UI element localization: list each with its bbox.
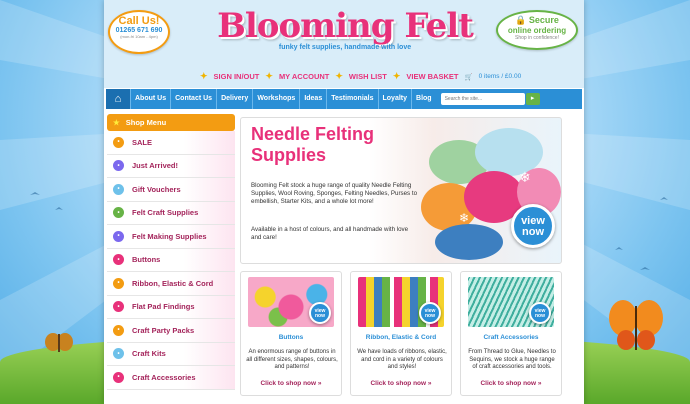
butterfly-icon <box>44 330 74 356</box>
sidebar-item-label: Craft Accessories <box>132 372 196 382</box>
card-title[interactable]: Craft Accessories <box>483 334 539 341</box>
sidebar-item[interactable] <box>107 178 235 202</box>
sidebar-item-label: Buttons <box>132 255 161 265</box>
sidebar-item-label: Gift Vouchers <box>132 184 181 194</box>
sign-in-link[interactable]: SIGN IN/OUT <box>213 72 260 81</box>
star-icon: ★ <box>113 118 120 127</box>
basket-icon[interactable]: 🛒 <box>464 73 473 81</box>
shop-menu-header: ★ Shop Menu <box>107 114 235 131</box>
my-account-link[interactable]: MY ACCOUNT <box>278 72 330 81</box>
site-logo[interactable] <box>200 6 490 51</box>
site-page <box>104 0 584 404</box>
shop-menu <box>107 114 235 390</box>
hero-description-2: Available in a host of colours, and all handmade with love and care! <box>251 226 409 242</box>
sidebar-item[interactable] <box>107 249 235 273</box>
nav-ideas[interactable]: Ideas <box>299 89 326 109</box>
card-title[interactable]: Buttons <box>278 334 304 341</box>
menu-bullet-icon: • <box>113 254 124 265</box>
nav-workshops[interactable]: Workshops <box>252 89 299 109</box>
sidebar-item-label: Felt Craft Supplies <box>132 208 199 218</box>
card-title[interactable]: Ribbon, Elastic & Cord <box>365 334 437 341</box>
secure-subtitle: online ordering <box>507 26 567 35</box>
search-button[interactable] <box>526 93 540 105</box>
star-icon: ✦ <box>335 71 343 81</box>
opening-hours: (mon-fri 10am - 4pm) <box>120 34 158 39</box>
shop-now-link[interactable]: Click to shop now » <box>370 380 432 387</box>
secure-title: 🔒 Secure <box>515 15 559 25</box>
account-links <box>200 71 580 82</box>
butterfly-icon <box>608 298 664 352</box>
card-text: From Thread to Glue, Needles to Sequins, we stock a huge range of craft accessories and tools. <box>468 349 556 370</box>
sidebar-item-label: Craft Party Packs <box>132 325 195 335</box>
hero-banner[interactable] <box>240 117 562 264</box>
product-card-accessories[interactable] <box>460 271 562 396</box>
sidebar-item-label: Craft Kits <box>132 349 166 359</box>
product-cards <box>240 271 562 396</box>
logo-text: Blooming Felt <box>217 6 473 46</box>
star-icon: ✦ <box>392 71 401 81</box>
sidebar-item[interactable] <box>107 225 235 249</box>
sidebar-item[interactable] <box>107 343 235 367</box>
sidebar-item[interactable] <box>107 155 235 179</box>
nav-delivery[interactable]: Delivery <box>216 89 252 109</box>
menu-bullet-icon: • <box>113 301 124 312</box>
sidebar-item-label: Flat Pad Findings <box>132 302 195 312</box>
sidebar-item[interactable] <box>107 319 235 343</box>
wish-list-link[interactable]: WISH LIST <box>348 72 387 81</box>
secure-ordering-bubble <box>496 10 578 50</box>
product-card-ribbon[interactable] <box>350 271 452 396</box>
star-icon: ✦ <box>265 71 273 81</box>
shop-now-link[interactable]: Click to shop now » <box>480 380 542 387</box>
basket-status[interactable]: 0 items / £0.00 <box>478 73 522 80</box>
search-input[interactable]: Search the site... <box>441 93 525 105</box>
menu-bullet-icon: • <box>113 231 124 242</box>
search-icon: ▸ <box>530 95 535 102</box>
hero-title: Needle Felting Supplies <box>251 124 375 165</box>
secure-note: Shop in confidence! <box>515 35 559 41</box>
nav-about-us[interactable]: About Us <box>130 89 170 109</box>
shop-now-link[interactable]: Click to shop now » <box>260 380 322 387</box>
sidebar-item-label: Ribbon, Elastic & Cord <box>132 278 214 288</box>
lock-icon: 🔒 <box>515 15 527 25</box>
svg-text:❄: ❄ <box>459 211 470 225</box>
nav-blog[interactable]: Blog <box>411 89 436 109</box>
call-us-title: Call Us! <box>118 15 160 27</box>
home-icon[interactable]: ⌂ <box>106 89 130 109</box>
menu-bullet-icon: • <box>113 278 124 289</box>
nav-loyalty[interactable]: Loyalty <box>378 89 412 109</box>
menu-bullet-icon: • <box>113 207 124 218</box>
product-card-buttons[interactable] <box>240 271 342 396</box>
menu-bullet-icon: • <box>113 325 124 336</box>
hero-view-now-button[interactable]: view now <box>511 204 555 248</box>
sidebar-item[interactable] <box>107 296 235 320</box>
hero-description: Blooming Felt stock a huge range of quality Needle Felting Supplies, Wool Roving, Sponges, Felting Needles, Purses to embellish, Starter Kits, and a whole lot more! <box>251 182 418 206</box>
card-text: We have loads of ribbons, elastic, and cord in a variety of colours and styles! <box>357 349 447 370</box>
star-icon: ✦ <box>200 71 208 81</box>
svg-text:❄: ❄ <box>519 169 531 185</box>
menu-bullet-icon: • <box>113 160 124 171</box>
view-now-button[interactable]: view now <box>419 302 441 324</box>
sidebar-item[interactable] <box>107 202 235 226</box>
view-now-button[interactable]: view now <box>529 302 551 324</box>
call-us-bubble <box>108 10 170 54</box>
menu-bullet-icon: • <box>113 348 124 359</box>
sidebar-item[interactable] <box>107 366 235 390</box>
main-nav <box>106 89 582 109</box>
menu-bullet-icon: • <box>113 184 124 195</box>
view-now-button[interactable]: view now <box>309 302 331 324</box>
menu-bullet-icon: • <box>113 137 124 148</box>
sidebar-item[interactable] <box>107 131 235 155</box>
site-header <box>104 0 584 88</box>
card-text: An enormous range of buttons in all different sizes, shapes, colours, and patterns! <box>246 349 338 370</box>
sidebar-item-label: Just Arrived! <box>132 161 178 171</box>
view-basket-link[interactable]: VIEW BASKET <box>406 72 459 81</box>
sidebar-item[interactable] <box>107 272 235 296</box>
nav-contact-us[interactable]: Contact Us <box>170 89 216 109</box>
nav-testimonials[interactable]: Testimonials <box>326 89 377 109</box>
menu-bullet-icon: • <box>113 372 124 383</box>
phone-number[interactable]: 01265 671 690 <box>115 27 163 34</box>
sidebar-item-label: SALE <box>132 137 153 147</box>
tagline: funky felt supplies, handmade with love <box>278 44 412 51</box>
sidebar-item-label: Felt Making Supplies <box>132 231 207 241</box>
